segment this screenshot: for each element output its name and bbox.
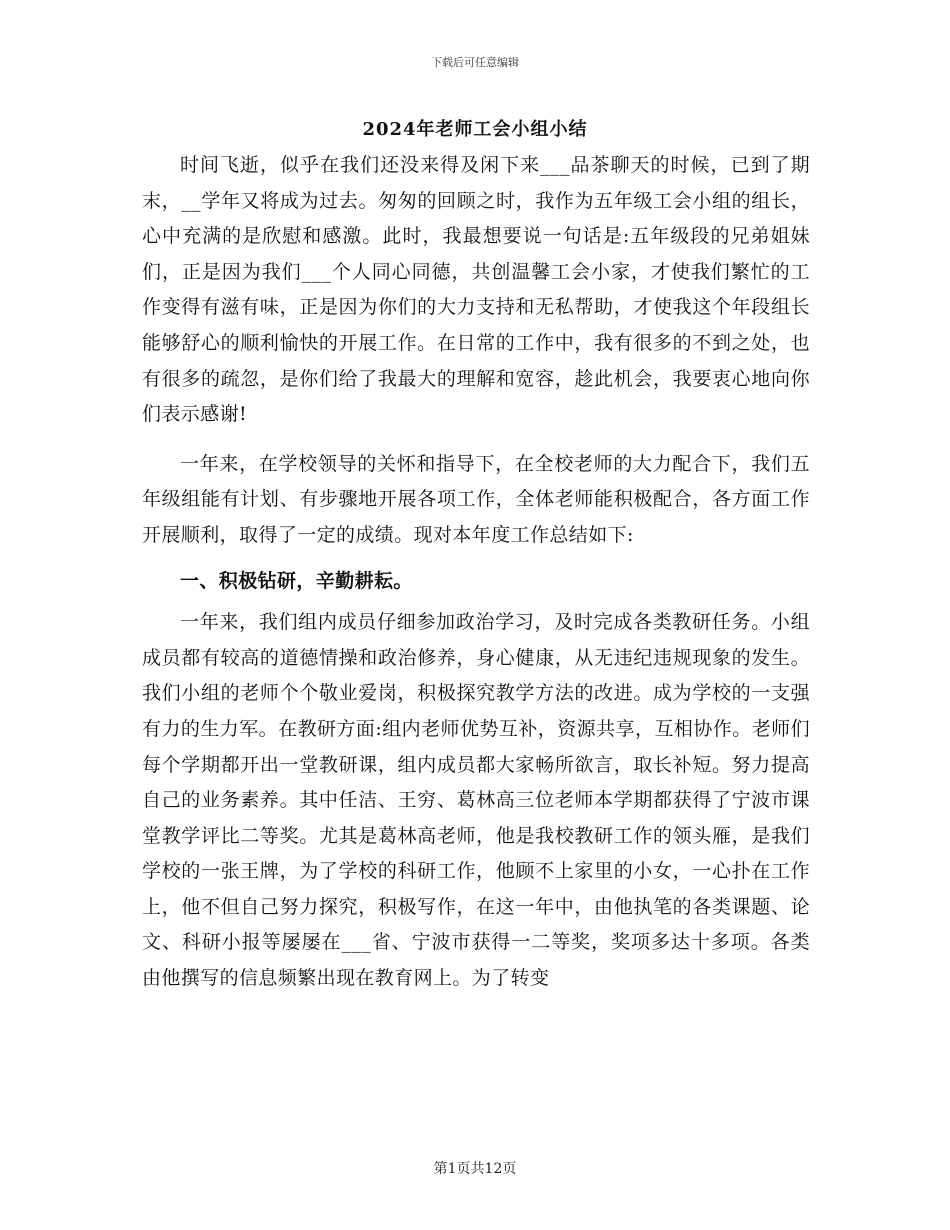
page-number-footer: 第1页共12页 [433, 1161, 517, 1177]
document-title: 2024年老师工会小组小结 [362, 119, 588, 140]
overview-paragraph: 一年来，在学校领导的关怀和指导下，在全校老师的大力配合下，我们五年级组能有计划、有步骤地开展各项工作，全体老师能积极配合，各方面工作开展顺利，取得了一定的成绩。现对本年度工作总结如下: [142, 452, 810, 546]
intro-paragraph: 时间飞逝，似乎在我们还没来得及闲下来___品茶聊天的时候，已到了期末，__学年又将成为过去。匆匆的回顾之时，我作为五年级工会小组的组长，心中充满的是欣慰和感激。此时，我最想要说一句话是:五年级段的兄弟姐妹们，正是因为我们___个人同心同德，共创温馨工会小家，才使我们繁忙的工作变得有滋有味，正是因为你们的大力支持和无私帮助，才使我这个年段组长能够舒心的顺利愉快的开展工作。在日常的工作中，我有很多的不到之处，也有很多的疏忽，是你们给了我最大的理解和宽容，趁此机会，我要衷心地向你们表示感谢! [142, 154, 810, 426]
section-paragraph: 一年来，我们组内成员仔细参加政治学习，及时完成各类教研任务。小组成员都有较高的道德情操和政治修养，身心健康，从无违纪违规现象的发生。我们小组的老师个个敬业爱岗，积极探究教学方法的改进。成为学校的一支强有力的生力军。在教研方面:组内老师优势互补，资源共享，互相协作。老师们每个学期都开出一堂教研课，组内成员都大家畅所欲言，取长补短。努力提高自己的业务素养。其中任洁、王穷、葛林高三位老师本学期都获得了宁波市课堂教学评比二等奖。尤其是葛林高老师，他是我校教研工作的领头雁，是我们学校的一张王牌，为了学校的科研工作，他顾不上家里的小女，一心扑在工作上，他不但自己努力探究，积极写作，在这一年中，由他执笔的各类课题、论文、科研小报等屡屡在___省、宁波市获得一二等奖，奖项多达十多项。各类由他撰写的信息频繁出现在教育网上。为了转变 [142, 611, 810, 990]
document-body [142, 148, 810, 997]
section-heading: 一、积极钻研，辛勤耕耘。 [180, 569, 413, 592]
page-header-note: 下载后可任意编辑 [431, 56, 519, 69]
